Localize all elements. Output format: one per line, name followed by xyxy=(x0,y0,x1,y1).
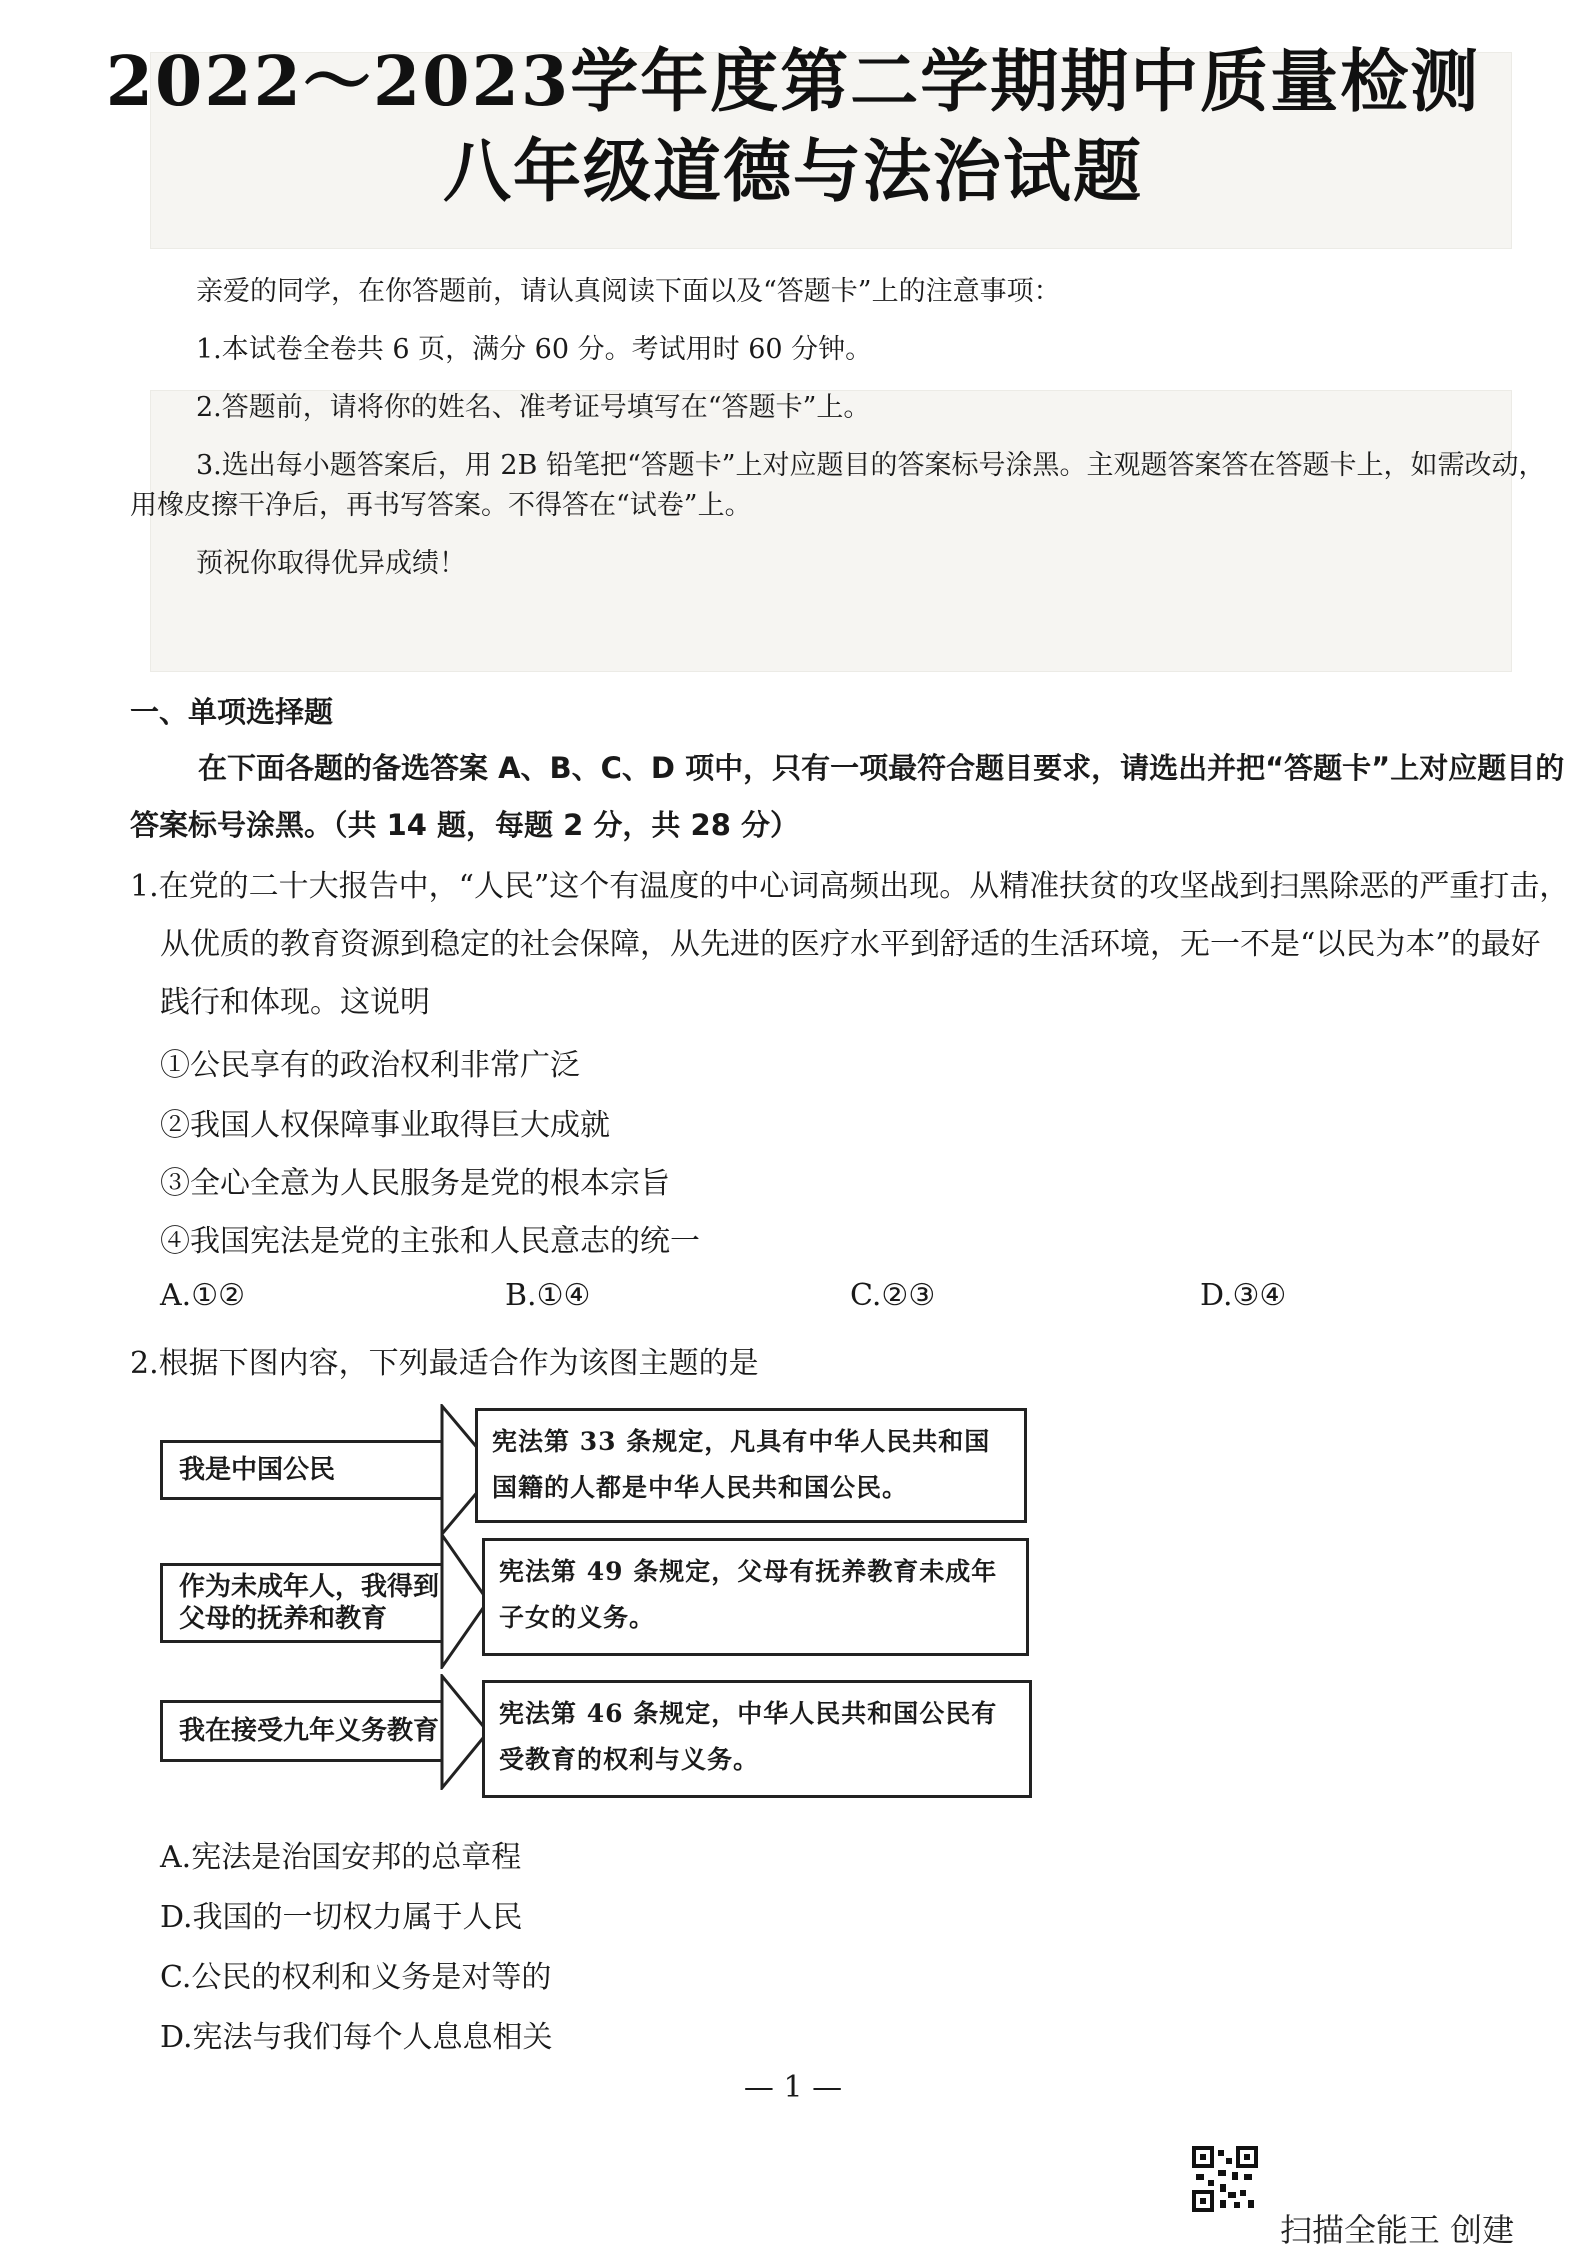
notice-wish: 预祝你取得优异成绩！ xyxy=(196,548,466,579)
q2-option-4: D.宪法与我们每个人息息相关 xyxy=(160,2020,553,2055)
section-heading: 一、单项选择题 xyxy=(130,695,334,729)
notice-greeting: 亲爱的同学，在你答题前，请认真阅读下面以及“答题卡”上的注意事项： xyxy=(196,276,1061,307)
section-instruction: 在下面各题的备选答案 A、B、C、D 项中，只有一项最符合题目要求，请选出并把“答题卡”上对应题目的答案标号涂黑。（共 14 题，每题 2 分，共 28 分） xyxy=(130,751,1565,842)
diagram-right-box-1: 宪法第 33 条规定，凡具有中华人民共和国国籍的人都是中华人民共和国公民。 xyxy=(475,1408,1027,1523)
q1-statement-2: ②我国人权保障事业取得巨大成就 xyxy=(160,1108,610,1143)
q2-option-3: C.公民的权利和义务是对等的 xyxy=(160,1960,552,1995)
notice-section xyxy=(130,272,1570,602)
notice-item-2: 2.答题前，请将你的姓名、准考证号填写在“答题卡”上。 xyxy=(196,392,871,423)
q1-choice-c: C.②③ xyxy=(850,1278,936,1313)
q1-statement-4: ④我国宪法是党的主张和人民意志的统一 xyxy=(160,1224,700,1259)
notice-item-3: 3.选出每小题答案后，用 2B 铅笔把“答题卡”上对应题目的答案标号涂黑。主观题答案答在答题卡上，如需改动，用橡皮擦干净后，再书写答案。不得答在“试卷”上。 xyxy=(130,450,1546,521)
diagram-left-box-1: 我是中国公民 xyxy=(160,1440,445,1500)
q1-choice-d: D.③④ xyxy=(1200,1278,1287,1313)
q1-statement-3: ③全心全意为人民服务是党的根本宗旨 xyxy=(160,1166,670,1201)
diagram-left-box-2: 作为未成年人，我得到父母的抚养和教育 xyxy=(160,1563,445,1643)
q1-choice-a: A.①② xyxy=(160,1278,245,1313)
scanner-watermark: 扫描全能王 创建 xyxy=(1280,2211,1515,2249)
diagram-right-box-3: 宪法第 46 条规定，中华人民共和国公民有受教育的权利与义务。 xyxy=(482,1680,1032,1798)
diagram-left-box-3: 我在接受九年义务教育 xyxy=(160,1700,445,1762)
q2-option-2: D.我国的一切权力属于人民 xyxy=(160,1900,523,1935)
diagram-right-box-2: 宪法第 49 条规定，父母有抚养教育未成年子女的义务。 xyxy=(482,1538,1029,1656)
exam-title-line2: 八年级道德与法治试题 xyxy=(442,132,1143,212)
notice-item-1: 1.本试卷全卷共 6 页，满分 60 分。考试用时 60 分钟。 xyxy=(196,334,873,365)
question-2-stem: 2.根据下图内容，下列最适合作为该图主题的是 xyxy=(130,1346,759,1381)
exam-title-line1: 2022～2023学年度第二学期期中质量检测 xyxy=(105,42,1481,122)
question-1 xyxy=(130,858,1570,1032)
q2-option-1: A.宪法是治国安邦的总章程 xyxy=(160,1840,522,1875)
q1-statement-1: ①公民享有的政治权利非常广泛 xyxy=(160,1048,580,1083)
qr-code-icon xyxy=(1192,2146,1258,2212)
page-number: — 1 — xyxy=(743,2070,843,2105)
q1-choice-b: B.①④ xyxy=(505,1278,591,1313)
question-1-stem: 1.在党的二十大报告中，“人民”这个有温度的中心词高频出现。从精准扶贫的攻坚战到扫黑除恶的严重打击，从优质的教育资源到稳定的社会保障，从先进的医疗水平到舒适的生活环境，无一不是“以民为本”的最好践行和体现。这说明 xyxy=(130,869,1570,1020)
